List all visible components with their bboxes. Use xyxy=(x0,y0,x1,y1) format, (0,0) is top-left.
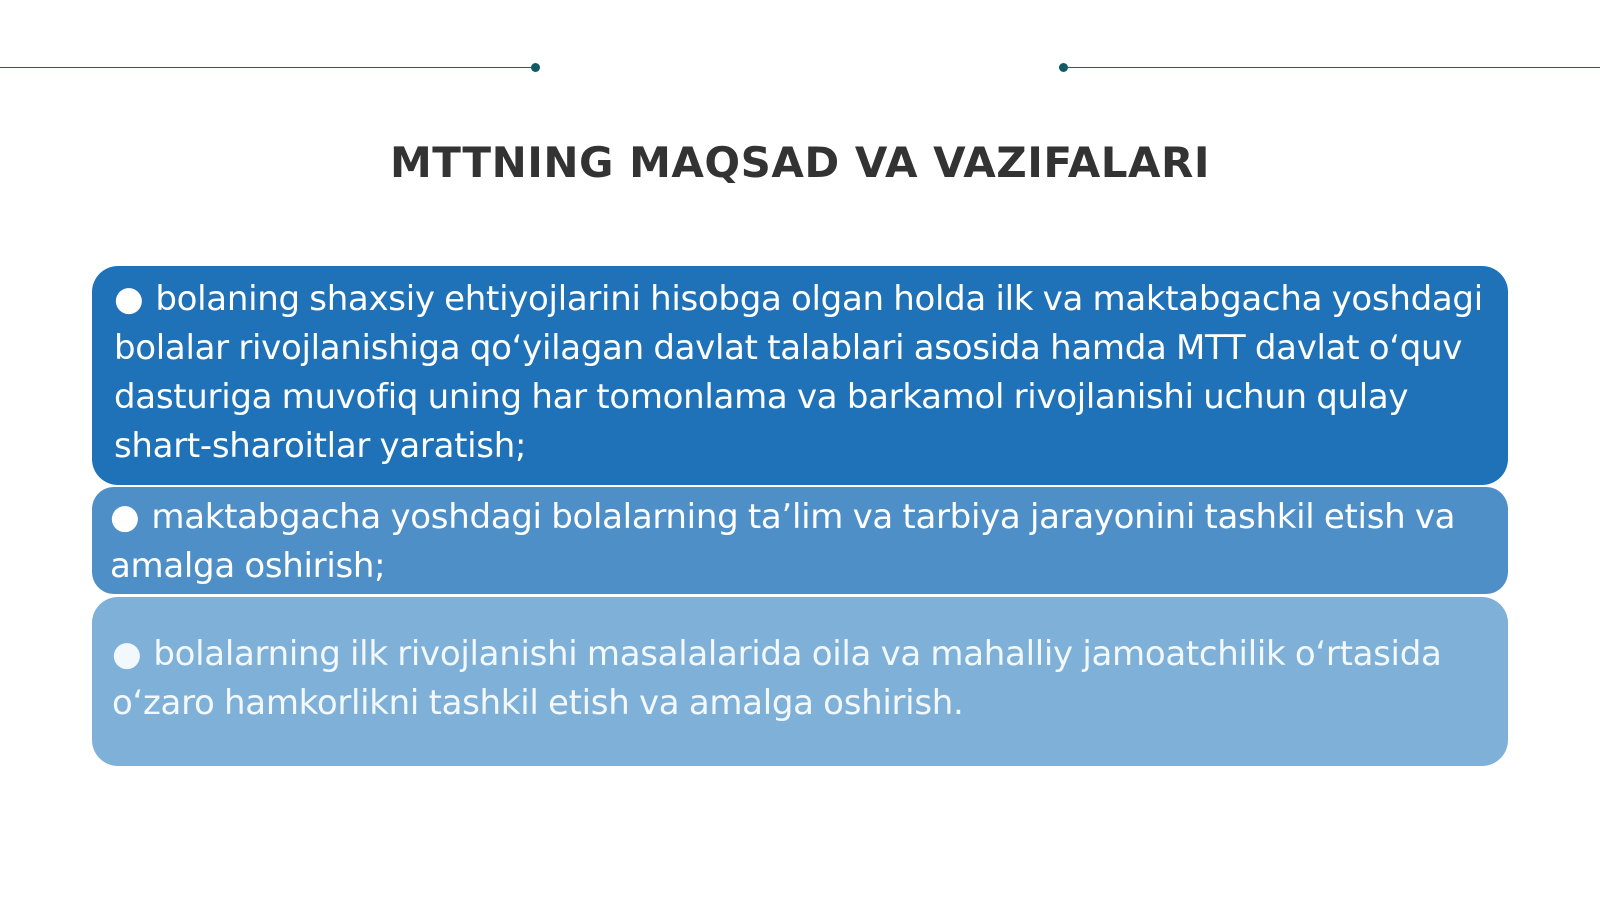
slide-title: MTTNING MAQSAD VA VAZIFALARI xyxy=(390,138,1210,187)
list-item-text: bolalarning ilk rivojlanishi masalalarida oila va mahalliy jamoatchilik o‘rtasida o‘zaro hamkorlikni tashkil etish va amalga oshirish. xyxy=(112,634,1442,723)
list-item xyxy=(92,266,1508,485)
bullet-icon: ● xyxy=(110,497,140,537)
list-item-text: maktabgacha yoshdagi bolalarning ta’lim va tarbiya jarayonini tashkil etish va amalga oshirish; xyxy=(110,497,1456,586)
list-item-text: bolaning shaxsiy ehtiyojlarini hisobga olgan holda ilk va maktabgacha yoshdagi bolalar rivojlanishiga qo‘yilagan davlat talablari asosida hamda MTT davlat o‘quv dasturiga muvofiq uning har tomonlama va barkamol rivojlanishi uchun qulay shart-sharoitlar yaratish; xyxy=(114,279,1483,466)
list-item xyxy=(92,487,1508,594)
decorative-line-left xyxy=(0,67,535,68)
bullet-icon: ● xyxy=(112,634,142,674)
bullet-icon: ● xyxy=(114,279,144,319)
list-item xyxy=(92,597,1508,766)
decorative-dot-left xyxy=(531,63,540,72)
decorative-line-right xyxy=(1063,67,1600,68)
